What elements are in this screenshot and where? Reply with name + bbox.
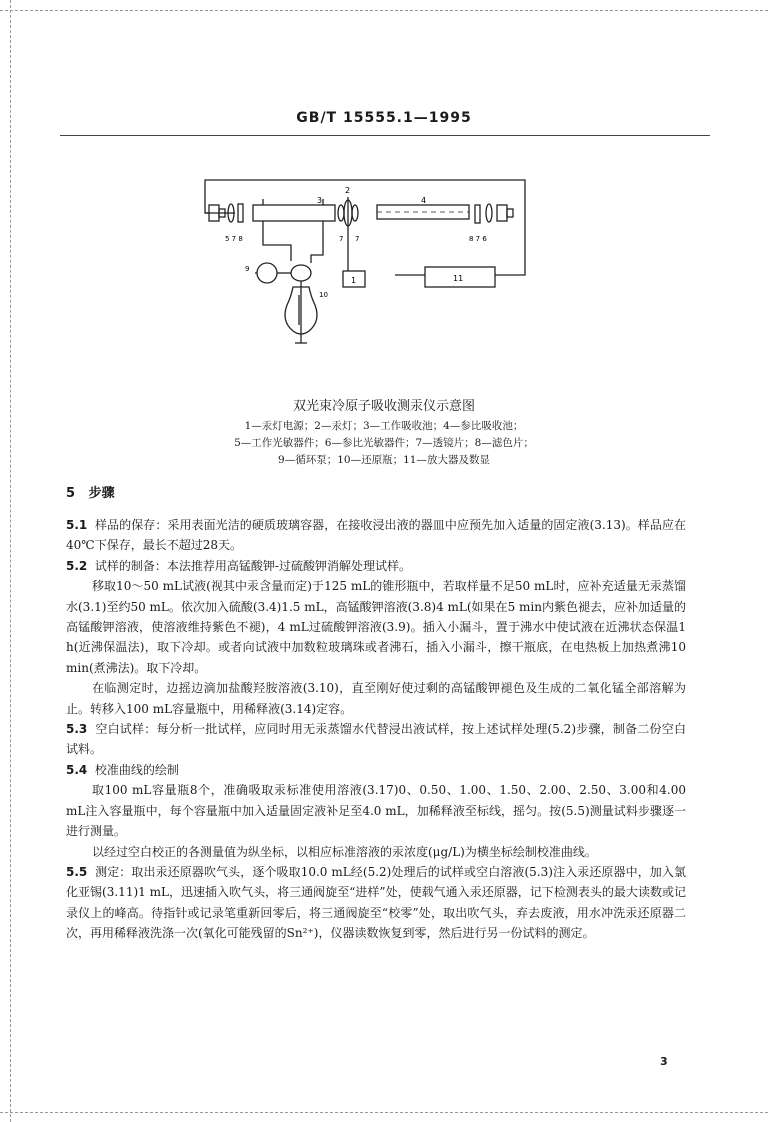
section-title: 步骤 bbox=[88, 486, 115, 501]
paragraph: 以经过空白校正的各测量值为纵坐标，以相应标准溶液的汞浓度(μg/L)为横坐标绘制校准曲线。 bbox=[92, 844, 597, 859]
circulation-pump bbox=[257, 263, 277, 283]
page-edge-top bbox=[0, 10, 768, 12]
label-7-right: 7 bbox=[355, 235, 360, 243]
page-edge-left bbox=[10, 0, 12, 1122]
body-text bbox=[66, 515, 686, 944]
paragraph: 5.3 空白试样：每分析一批试样，应同时用无汞蒸馏水代替浸出液试样，按上述试样处理(5.2)步骤，制备二份空白试料。 bbox=[66, 722, 686, 757]
signal-line bbox=[205, 180, 525, 275]
page-edge-bottom bbox=[0, 1112, 768, 1114]
label-4: 4 bbox=[421, 196, 427, 205]
standard-number: GB/T 15555.1—1995 bbox=[296, 110, 472, 126]
reference-photocell bbox=[497, 205, 507, 221]
work-absorption-cell bbox=[253, 205, 335, 221]
header-rule bbox=[60, 135, 710, 136]
paragraph: 在临测定时，边摇边滴加盐酸羟胺溶液(3.10)，直至刚好使过剩的高锰酸钾褪色及生成的二氧化锰全部溶解为止。转移入100 mL容量瓶中，用稀释液(3.14)定容。 bbox=[66, 681, 686, 716]
section-heading bbox=[66, 482, 115, 501]
label-5-7-8: 5 7 8 bbox=[225, 235, 243, 243]
apparatus-diagram bbox=[195, 175, 535, 370]
section-number: 5 bbox=[66, 486, 76, 501]
paragraph: 5.5 测定：取出汞还原器吹气头，逐个吸取10.0 mL经(5.2)处理后的试样或空白溶液(5.3)注入汞还原器中，加入氯化亚锡(3.11)1 mL，迅速插入吹气头，将三通阀旋至“进样”处，使载气通入汞还原器，记下检测表头的最大读数或记录仪上的峰高。待指针或记录笔重新回零后，将三通阀旋至“校零”处，取出吹气头，弃去废液，用水冲洗汞还原器二次，再用稀释液洗涤一次(氧化可能残留的Sn²⁺)，仪器读数恢复到零，然后进行另一份试料的测定。 bbox=[66, 864, 686, 941]
label-1: 1 bbox=[351, 276, 357, 285]
figure-title: 双光束冷原子吸收测汞仪示意图 bbox=[292, 399, 475, 414]
paragraph: 5.1 样品的保存：采用表面光洁的硬质玻璃容器，在接收浸出液的器皿中应预先加入适量的固定液(3.13)。样品应在40℃下保存，最长不超过28天。 bbox=[66, 518, 686, 553]
page-number: 3 bbox=[660, 1055, 668, 1068]
label-8-7-6: 8 7 6 bbox=[469, 235, 487, 243]
label-2: 2 bbox=[345, 186, 351, 195]
figure-legend-line: 1—汞灯电源；2—汞灯；3—工作吸收池；4—参比吸收池； bbox=[244, 420, 524, 432]
paragraph: 取100 mL容量瓶8个，准确吸取汞标准使用溶液(3.17)0、0.50、1.00、1.50、2.00、2.50、3.00和4.00 mL注入容量瓶中，每个容量瓶中加入适量固定液补足至4.0 mL，加稀释液至标线，摇匀。按(5.5)测量试料步骤逐一进行测量。 bbox=[66, 783, 686, 839]
paragraph: 移取10～50 mL试液(视其中汞含量而定)于125 mL的锥形瓶中，若取样量不足50 mL时，应补充适量无汞蒸馏水(3.1)至约50 mL。依次加入硫酸(3.4)1.5 mL，高锰酸钾溶液(3.8)4 mL(如果在5 min内紫色褪去，应补加适量的高锰酸钾溶液，使溶液维持紫色不褪)，4 mL过硫酸钾溶液(3.9)。插入小漏斗，置于沸水中使试液在近沸状态保温1 h(近沸保温法)，取下冷却。或者向试液中加数粒玻璃珠或者沸石，插入小漏斗，擦干瓶底，在电热板上加热煮沸10 min(煮沸法)。取下冷却。 bbox=[66, 579, 686, 675]
label-7-left: 7 bbox=[339, 235, 344, 243]
paragraph: 5.4 校准曲线的绘制 bbox=[66, 762, 179, 777]
label-9: 9 bbox=[245, 265, 250, 273]
label-3: 3 bbox=[317, 196, 323, 205]
figure-legend-line: 9—循环泵；10—还原瓶；11—放大器及数显 bbox=[278, 454, 490, 466]
figure-legend-line: 5—工作光敏器件；6—参比光敏器件；7—透镜片；8—滤色片； bbox=[234, 437, 534, 449]
label-11: 11 bbox=[453, 274, 464, 283]
label-10: 10 bbox=[319, 291, 328, 299]
paragraph: 5.2 试样的制备：本法推荐用高锰酸钾-过硫酸钾消解处理试样。 bbox=[66, 558, 411, 573]
